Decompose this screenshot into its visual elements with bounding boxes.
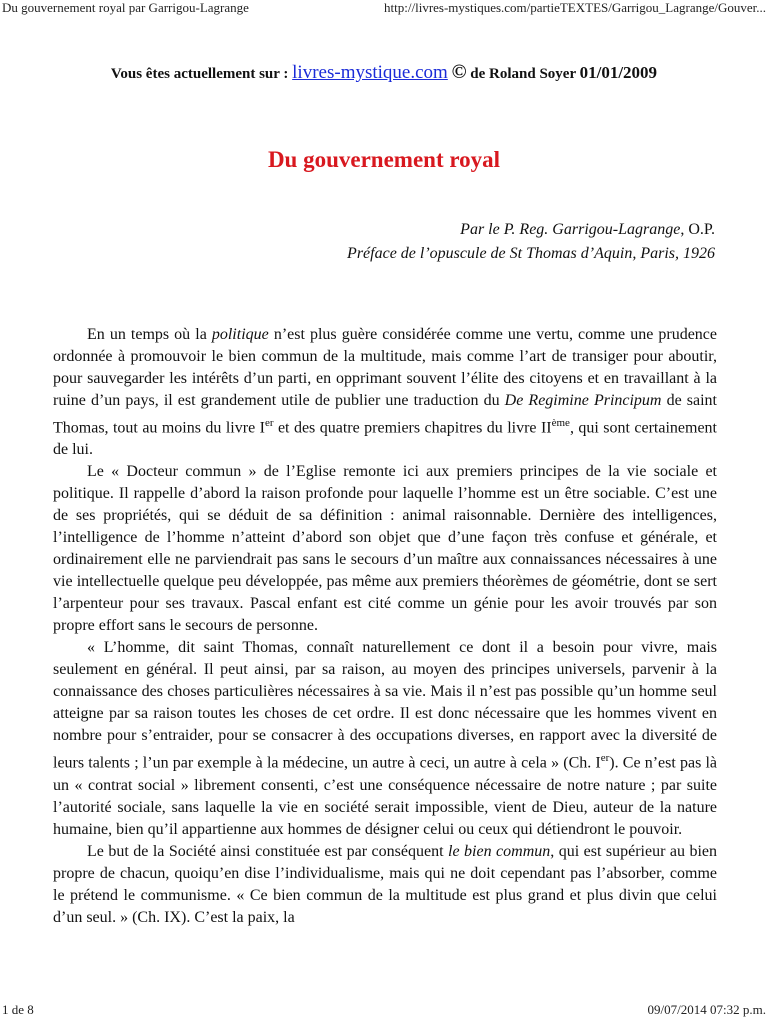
print-header-title: Du gouvernement royal par Garrigou-Lagrange [2,0,249,15]
site-link[interactable]: livres-mystique.com [292,62,448,83]
banner-date: 01/01/2009 [579,63,658,82]
site-banner [0,58,768,88]
byline-author: Par le P. Reg. Garrigou-Lagrange, O.P. [460,221,715,238]
page-number: 1 de 8 [2,1002,34,1017]
copyright-symbol: © [451,61,467,83]
paragraph-4: Le but de la Société ainsi constituée est par conséquent le bien commun, qui est supérieur au bien propre de chacun, quoiqu’en dise l’individualisme, mais qui ne doit cependant pas l’absorber, comme le prétend le communisme. « Ce bien commun de la multitude est plus grand et plus divin que celui d’un seul. » (Ch. IX). C’est la paix, la [53,842,718,926]
byline [347,218,715,266]
print-timestamp: 09/07/2014 07:32 p.m. [647,1002,766,1017]
page-title: Du gouvernement royal [267,147,501,172]
paragraph-3: « L’homme, dit saint Thomas, connaît naturellement ce dont il a besoin pour vivre, mais seulement en général. Il peut ainsi, par sa raison, au moyen des principes universels, parvenir à la connaissance des choses particulières nécessaires à sa vie. Mais il n’est pas possible qu’un homme seul atteigne par sa raison toutes les choses de cet ordre. Il est donc nécessaire que les hommes vivent en nombre pour s’entraider, pour se consacrer à des occupations diverses, en rapport avec la diversité de leurs talents ; l’un par exemple à la médecine, un autre à ceci, un autre à cela » (Ch. Ier). Ce n’est pas là un « contrat social » librement consenti, c’est une conséquence nécessaire de notre nature ; par suite l’autorité sociale, sans laquelle la vie en société serait impossible, vient de Dieu, auteur de la nature humaine, bien qu’il appartienne aux hommes de désigner celui ou ceux qui détiendront le pouvoir. [53,639,718,838]
banner-prefix: Vous êtes actuellement sur : [110,66,289,82]
print-header-url: http://livres-mystiques.com/partieTEXTES/Garrigou_Lagrange/Gouver... [384,0,766,15]
paragraph-1: En un temps où la politique n’est plus guère considérée comme une vertu, comme une prudence ordonnée à promouvoir le bien commun de la multitude, mais comme l’art de transiger pour aboutir, pour sauvegarder les intérêts d’un parti, en opprimant souvent l’élite des citoyens et en travaillant à la ruine d’un pays, il est grandement utile de publier une traduction du De Regimine Principum de saint Thomas, tout au moins du livre Ier et des quatre premiers chapitres du livre IIème, qui sont certainement de lui. [53,326,717,459]
paragraph-2: Le « Docteur commun » de l’Eglise remonte ici aux premiers principes de la vie sociale et politique. Il rappelle d’abord la raison profonde pour laquelle l’homme est un être sociable. C’est une de ses propriétés, qui se déduit de sa définition : animal raisonnable. Dernière des intelligences, l’intelligence de l’homme n’atteint d’abord son objet que d’une façon très confuse et générale, et ordinairement elle ne parviendrait pas sans le secours d’un maître aux connaissances nécessaires à une vie intellectuelle quelque peu développée, pas même aux premiers théorèmes de géométrie, dont se sert l’arpenteur pour ses travaux. Pascal enfant est cité comme un génie pour les avoir trouvés par son propre effort sans le secours de personne. [53,463,717,635]
banner-author: de Roland Soyer [470,66,576,82]
article-body [53,324,717,929]
byline-preface: Préface de l’opuscule de St Thomas d’Aquin, Paris, 1926 [347,245,715,262]
